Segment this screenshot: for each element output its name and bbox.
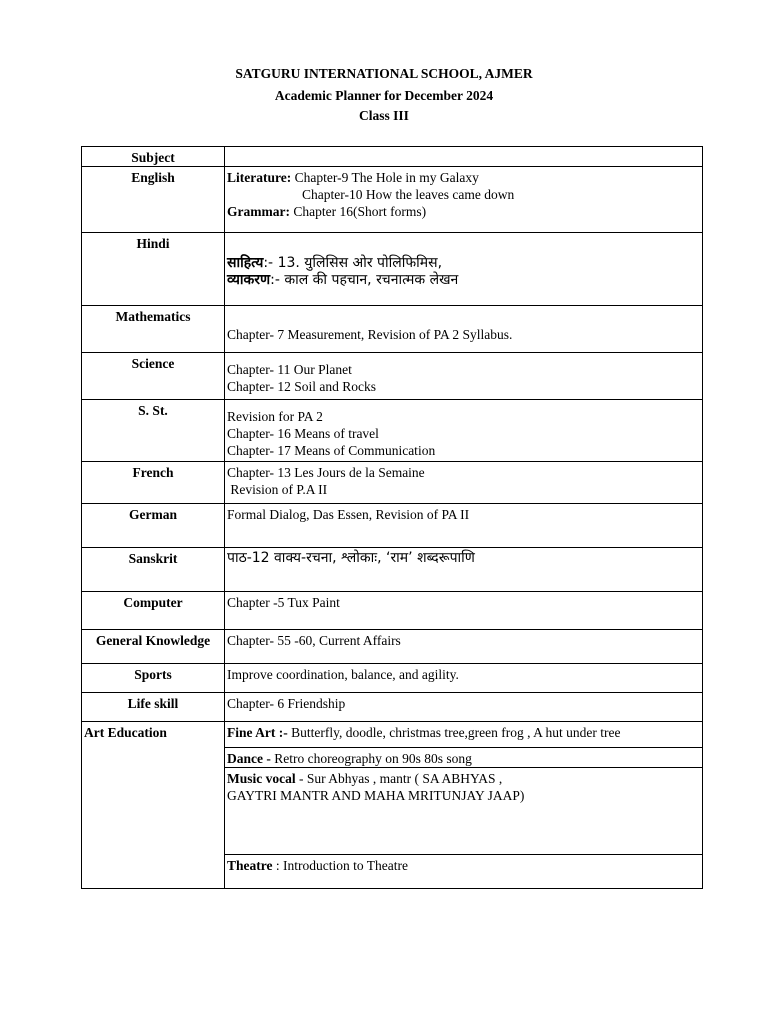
table-row-french	[82, 462, 703, 504]
content-music	[225, 768, 703, 855]
content-dance	[225, 748, 703, 768]
table-row-sanskrit	[82, 548, 703, 592]
table-row-science	[82, 353, 703, 400]
content-hindi	[225, 233, 703, 306]
literature-chapter-9: Chapter-9 The Hole in my Galaxy	[291, 170, 479, 185]
fine-art-label: Fine Art :-	[227, 725, 288, 740]
subject-sst: S. St.	[82, 400, 225, 462]
grammar-label: Grammar:	[227, 204, 290, 219]
table-row-german	[82, 504, 703, 548]
class-title: Class III	[359, 108, 409, 123]
content-german: Formal Dialog, Das Essen, Revision of PA II	[225, 504, 703, 548]
content-theatre	[225, 855, 703, 889]
hindi-sahitya-line	[227, 255, 700, 272]
science-line-2: Chapter- 12 Soil and Rocks	[227, 379, 376, 394]
sst-line-2: Chapter- 16 Means of travel	[227, 426, 379, 441]
subject-hindi: Hindi	[82, 233, 225, 306]
music-text-1: - Sur Abhyas , mantr ( SA ABHYAS ,	[295, 771, 503, 786]
content-fine-art	[225, 722, 703, 748]
subject-english: English	[82, 167, 225, 233]
subject-lifeskill: Life skill	[82, 693, 225, 722]
subject-sanskrit: Sanskrit	[82, 548, 225, 592]
sahitya-text: :- 13. युलिसिस ओर पोलिफिमिस,	[263, 255, 443, 271]
content-science	[225, 353, 703, 400]
table-row-sports	[82, 664, 703, 693]
content-mathematics	[225, 306, 703, 353]
grammar-chapter: Chapter 16(Short forms)	[289, 204, 427, 219]
content-sports: Improve coordination, balance, and agility.	[225, 664, 703, 693]
table-header-row	[82, 147, 703, 167]
content-computer: Chapter -5 Tux Paint	[225, 592, 703, 630]
dance-text: Retro choreography on 90s 80s song	[270, 751, 472, 766]
sahitya-label: साहित्य	[227, 255, 264, 271]
subject-gk: General Knowledge	[82, 630, 225, 664]
planner-title: Academic Planner for December 2024	[274, 88, 494, 103]
sst-line-3: Chapter- 17 Means of Communication	[227, 443, 436, 458]
theatre-text: : Introduction to Theatre	[272, 858, 408, 873]
table-row-art-fine	[82, 722, 703, 748]
content-english	[225, 167, 703, 233]
english-literature-line	[227, 169, 700, 186]
content-french	[225, 462, 703, 504]
table-row-lifeskill	[82, 693, 703, 722]
table-row-sst	[82, 400, 703, 462]
content-header	[225, 147, 703, 167]
table-row-computer	[82, 592, 703, 630]
english-grammar-line	[227, 203, 700, 220]
subject-sports: Sports	[82, 664, 225, 693]
subject-french: French	[82, 462, 225, 504]
sst-line-1: Revision for PA 2	[227, 409, 323, 424]
theatre-label: Theatre	[227, 858, 273, 873]
subject-header: Subject	[82, 147, 225, 167]
school-name: SATGURU INTERNATIONAL SCHOOL, AJMER	[235, 66, 533, 81]
science-line-1: Chapter- 11 Our Planet	[227, 362, 352, 377]
subject-german: German	[82, 504, 225, 548]
music-line-1	[227, 770, 700, 787]
content-sst	[225, 400, 703, 462]
subject-art-education: Art Education	[82, 722, 225, 889]
dance-label: Dance -	[227, 751, 271, 766]
subject-mathematics: Mathematics	[82, 306, 225, 353]
literature-chapter-10: Chapter-10 How the leaves came down	[302, 187, 515, 202]
maths-text: Chapter- 7 Measurement, Revision of PA 2 Syllabus.	[227, 327, 513, 342]
french-line-1: Chapter- 13 Les Jours de la Semaine	[227, 465, 425, 480]
table-row-english	[82, 167, 703, 233]
table-row-mathematics	[82, 306, 703, 353]
music-label: Music vocal	[227, 771, 296, 786]
planner-table	[81, 146, 703, 889]
subject-computer: Computer	[82, 592, 225, 630]
hindi-vyakaran-line	[227, 272, 700, 289]
content-sanskrit: पाठ-12 वाक्य-रचना, श्लोकाः, ‘राम’ शब्दरूपाणि	[225, 548, 703, 592]
subject-science: Science	[82, 353, 225, 400]
fine-art-text: Butterfly, doodle, christmas tree,green frog , A hut under tree	[287, 725, 621, 740]
table-row-hindi	[82, 233, 703, 306]
content-lifeskill: Chapter- 6 Friendship	[225, 693, 703, 722]
vyakaran-label: व्याकरण	[227, 272, 271, 288]
french-line-2: Revision of P.A II	[227, 482, 328, 497]
table-row-gk	[82, 630, 703, 664]
literature-label: Literature:	[227, 170, 292, 185]
vyakaran-text: :- काल की पहचान, रचनात्मक लेखन	[270, 272, 459, 288]
music-line-2: GAYTRI MANTR AND MAHA MRITUNJAY JAAP)	[227, 788, 525, 803]
content-gk: Chapter- 55 -60, Current Affairs	[225, 630, 703, 664]
